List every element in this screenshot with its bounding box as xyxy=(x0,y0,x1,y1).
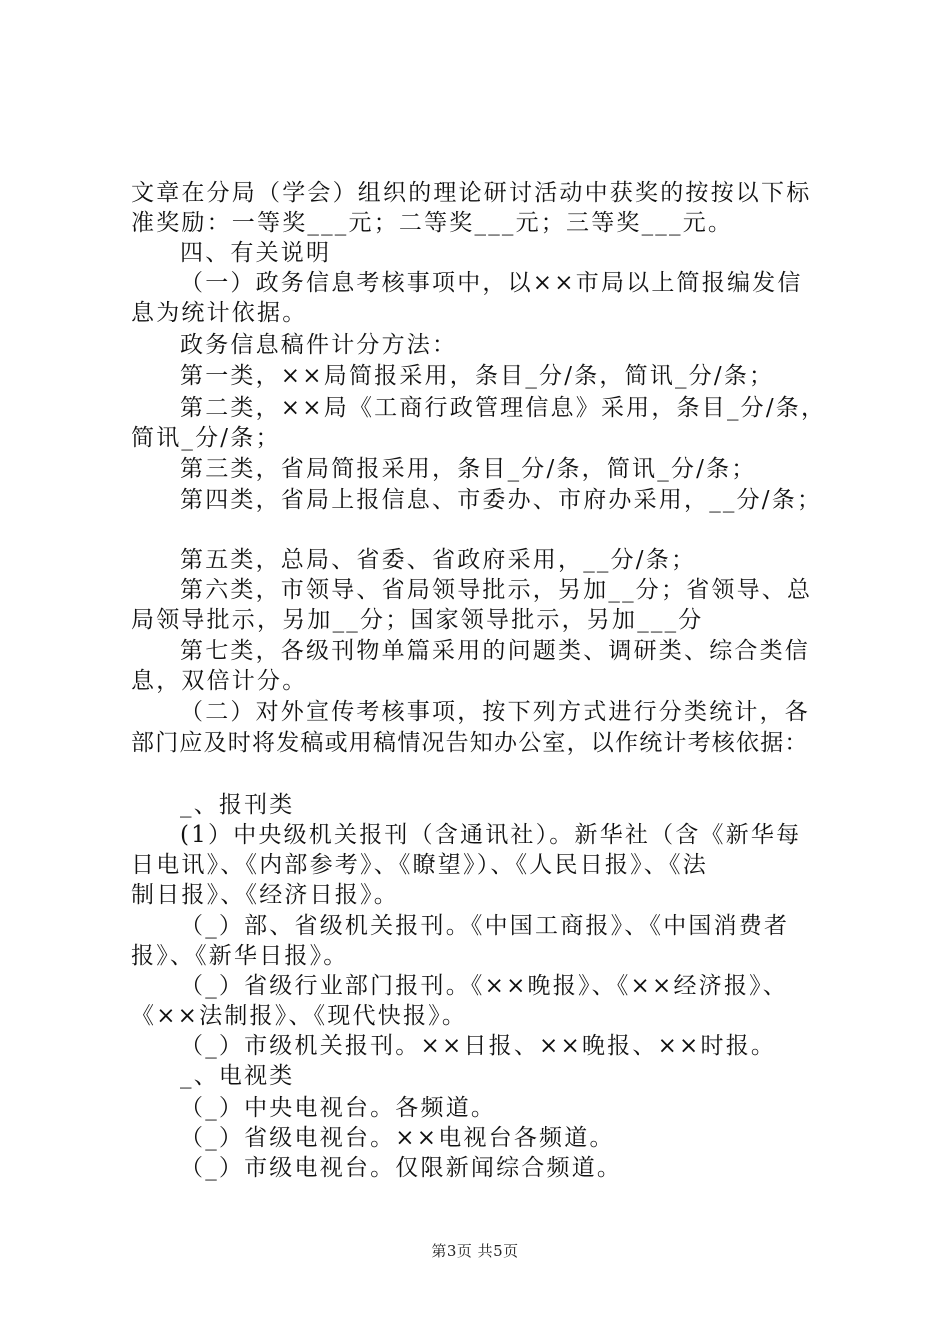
text-line: 第二类，××局《工商行政管理信息》采用，条目_分/条， xyxy=(180,395,827,421)
section-heading: _、电视类 xyxy=(180,1063,295,1089)
text-line: 部门应及时将发稿或用稿情况告知办公室，以作统计考核依据： xyxy=(131,730,809,756)
text-line: 简讯_分/条； xyxy=(131,425,281,451)
section-heading: 四、有关说明 xyxy=(180,240,332,266)
text-line: 政务信息稿件计分方法： xyxy=(180,332,458,358)
text-line: 文章在分局（学会）组织的理论研讨活动中获奖的按按以下标 xyxy=(131,180,812,206)
text-line: (1）中央级机关报刊（含通讯社）。新华社（含《新华每 xyxy=(180,822,802,848)
text-line: （_）部、省级机关报刊。《中国工商报》、《中国消费者 xyxy=(180,913,790,939)
page-footer: 第3页 共5页 xyxy=(431,1242,519,1260)
text-line: （_）省级行业部门报刊。《××晚报》、《××经济报》、 xyxy=(180,973,788,999)
text-line: （_）市级机关报刊。××日报、××晚报、××时报。 xyxy=(180,1033,777,1059)
text-line: （一）政务信息考核事项中，以××市局以上简报编发信 xyxy=(180,270,803,296)
text-line: （_）中央电视台。各频道。 xyxy=(180,1095,497,1121)
text-line: 《××法制报》、《现代快报》。 xyxy=(131,1003,468,1029)
text-line: 报》、《新华日报》。 xyxy=(131,943,349,969)
text-line: 局领导批示，另加__分；国家领导批示，另加___分 xyxy=(131,607,704,633)
text-line: （二）对外宣传考核事项，按下列方式进行分类统计，各 xyxy=(180,699,810,725)
text-line: 第六类，市领导、省局领导批示，另加__分；省领导、总 xyxy=(180,577,813,603)
text-line: 息为统计依据。 xyxy=(131,300,308,326)
text-line: 第七类，各级刊物单篇采用的问题类、调研类、综合类信 xyxy=(180,638,810,664)
text-line: 息，双倍计分。 xyxy=(131,668,308,694)
text-line: 第三类，省局简报采用，条目_分/条，简讯_分/条； xyxy=(180,456,757,482)
text-line: （_）市级电视台。仅限新闻综合频道。 xyxy=(180,1155,623,1181)
section-heading: _、报刊类 xyxy=(180,792,295,818)
text-line: 准奖励：一等奖___元；二等奖___元；三等奖___元。 xyxy=(131,210,734,236)
text-line: 第一类，××局简报采用，条目_分/条，简讯_分/条； xyxy=(180,363,775,389)
text-line: 日电讯》、《内部参考》、《瞭望》）、《人民日报》、《法 xyxy=(131,852,708,878)
text-line: （_）省级电视台。××电视台各频道。 xyxy=(180,1125,615,1151)
text-line: 制日报》、《经济日报》。 xyxy=(131,882,399,908)
text-line: 第五类，总局、省委、省政府采用，__分/条； xyxy=(180,547,697,573)
text-line: 第四类，省局上报信息、市委办、市府办采用，__分/条； xyxy=(180,487,823,513)
